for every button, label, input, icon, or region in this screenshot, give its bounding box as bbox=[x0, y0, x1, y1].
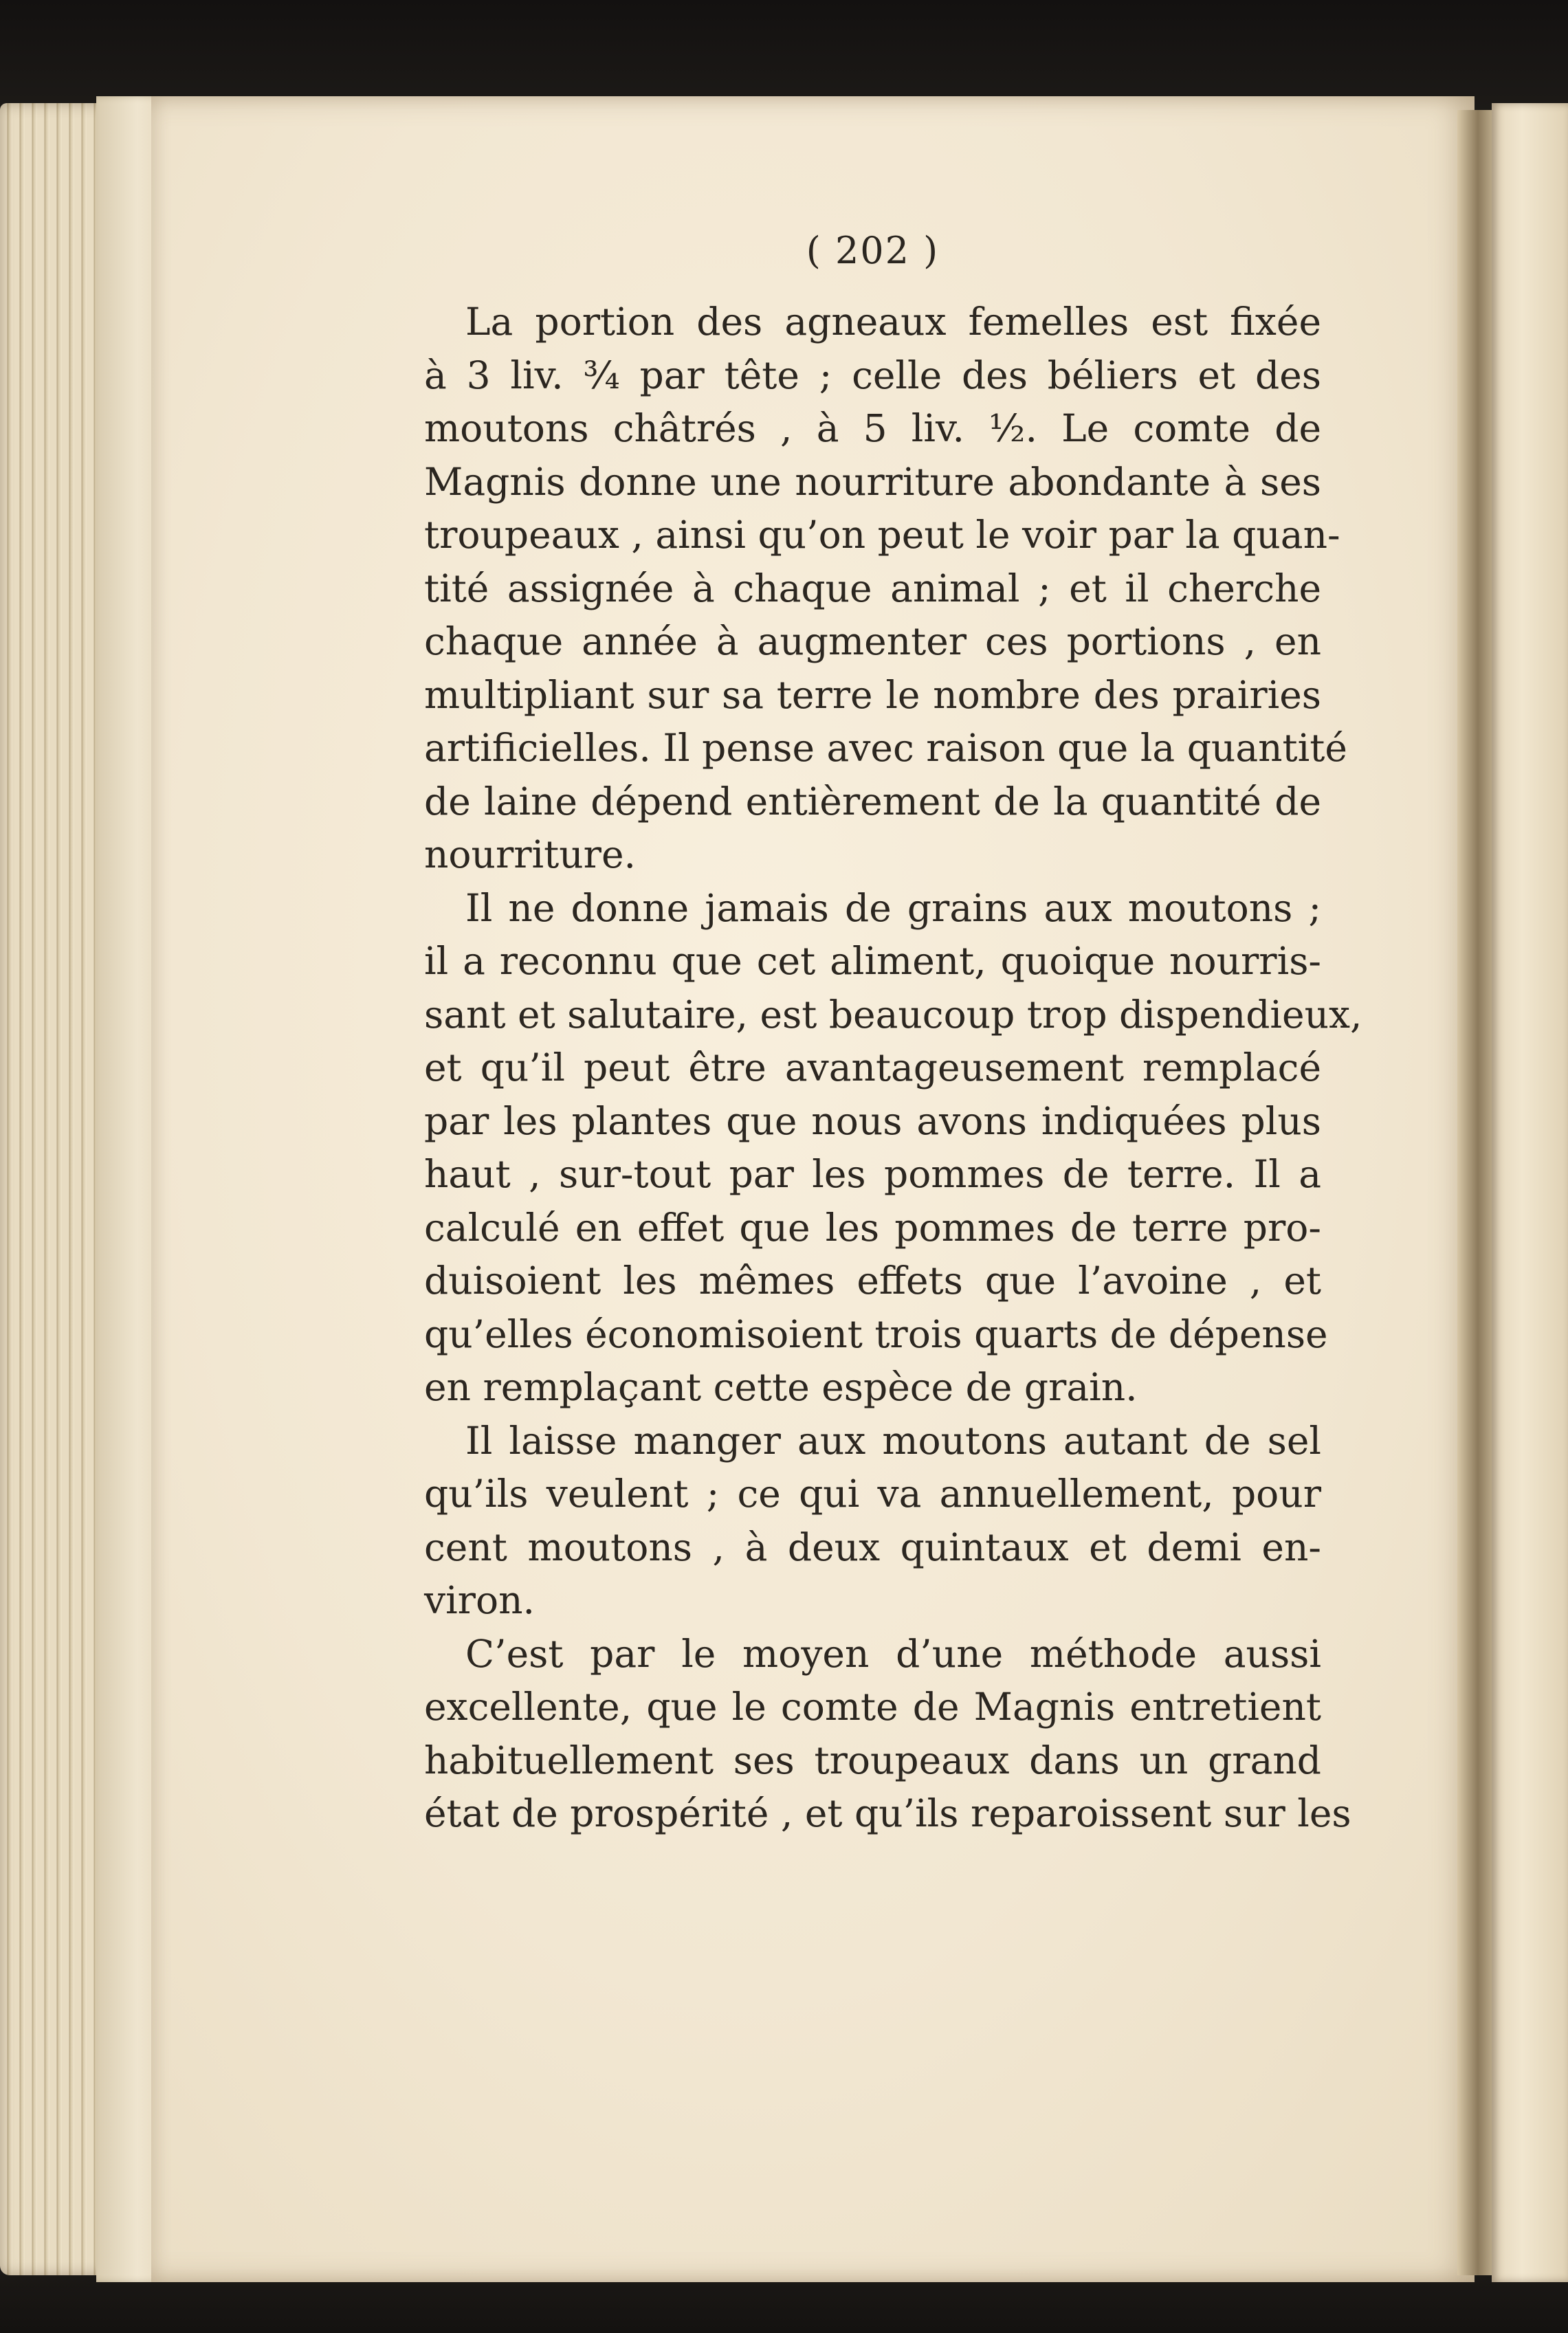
text-line: et qu’il peut être avantageusement remplacé bbox=[424, 1046, 1321, 1090]
text-line: La portion des agneaux femelles est fixée bbox=[465, 300, 1321, 344]
text-line: cent moutons , à deux quintaux et demi en- bbox=[424, 1525, 1321, 1569]
paragraph bbox=[424, 296, 1347, 882]
text-line: excellente, que le comte de Magnis entretient bbox=[424, 1685, 1321, 1729]
text-line: haut , sur-tout par les pommes de terre. Il a bbox=[424, 1152, 1321, 1196]
page-number: ( 202 ) bbox=[806, 229, 940, 272]
paragraph bbox=[424, 882, 1362, 1415]
body-text bbox=[424, 296, 1362, 1841]
text-line: Il laisse manger aux moutons autant de sel bbox=[465, 1418, 1321, 1463]
text-line: nourriture. bbox=[424, 832, 636, 876]
text-line: tité assignée à chaque animal ; et il cherche bbox=[424, 566, 1321, 610]
text-line: Magnis donne une nourriture abondante à ses bbox=[424, 459, 1321, 504]
text-line: état de prospérité , et qu’ils reparoissent sur les bbox=[424, 1791, 1351, 1835]
text-line: à 3 liv. ¾ par tête ; celle des béliers et des bbox=[424, 353, 1321, 397]
paragraph bbox=[424, 1415, 1321, 1628]
facing-page-edge bbox=[1492, 103, 1568, 2282]
text-line: artificielles. Il pense avec raison que la quantité bbox=[424, 726, 1347, 770]
text-line: viron. bbox=[424, 1578, 535, 1622]
text-line: qu’elles économisoient trois quarts de dépense bbox=[424, 1312, 1328, 1356]
page-text-block bbox=[424, 227, 1362, 1890]
paragraph bbox=[424, 1628, 1351, 1841]
text-line: sant et salutaire, est beaucoup trop dispendieux, bbox=[424, 992, 1362, 1037]
text-line: de laine dépend entièrement de la quantité de bbox=[424, 779, 1321, 823]
text-line: duisoient les mêmes effets que l’avoine , et bbox=[424, 1259, 1321, 1303]
text-line: moutons châtrés , à 5 liv. ½. Le comte de bbox=[424, 406, 1321, 450]
text-line: il a reconnu que cet aliment, quoique nourris- bbox=[424, 939, 1321, 983]
text-line: multipliant sur sa terre le nombre des prairies bbox=[424, 672, 1321, 717]
text-line: en remplaçant cette espèce de grain. bbox=[424, 1365, 1138, 1409]
text-line: C’est par le moyen d’une méthode aussi bbox=[465, 1631, 1321, 1676]
text-line: qu’ils veulent ; ce qui va annuellement, pour bbox=[424, 1472, 1321, 1516]
text-line: troupeaux , ainsi qu’on peut le voir par la quan- bbox=[424, 513, 1340, 557]
text-line: habituellement ses troupeaux dans un grand bbox=[424, 1738, 1321, 1782]
text-line: par les plantes que nous avons indiquées plus bbox=[424, 1098, 1321, 1143]
text-line: chaque année à augmenter ces portions , en bbox=[424, 619, 1321, 663]
text-line: Il ne donne jamais de grains aux moutons ; bbox=[465, 885, 1321, 930]
text-line: calculé en effet que les pommes de terre pro- bbox=[424, 1205, 1321, 1250]
